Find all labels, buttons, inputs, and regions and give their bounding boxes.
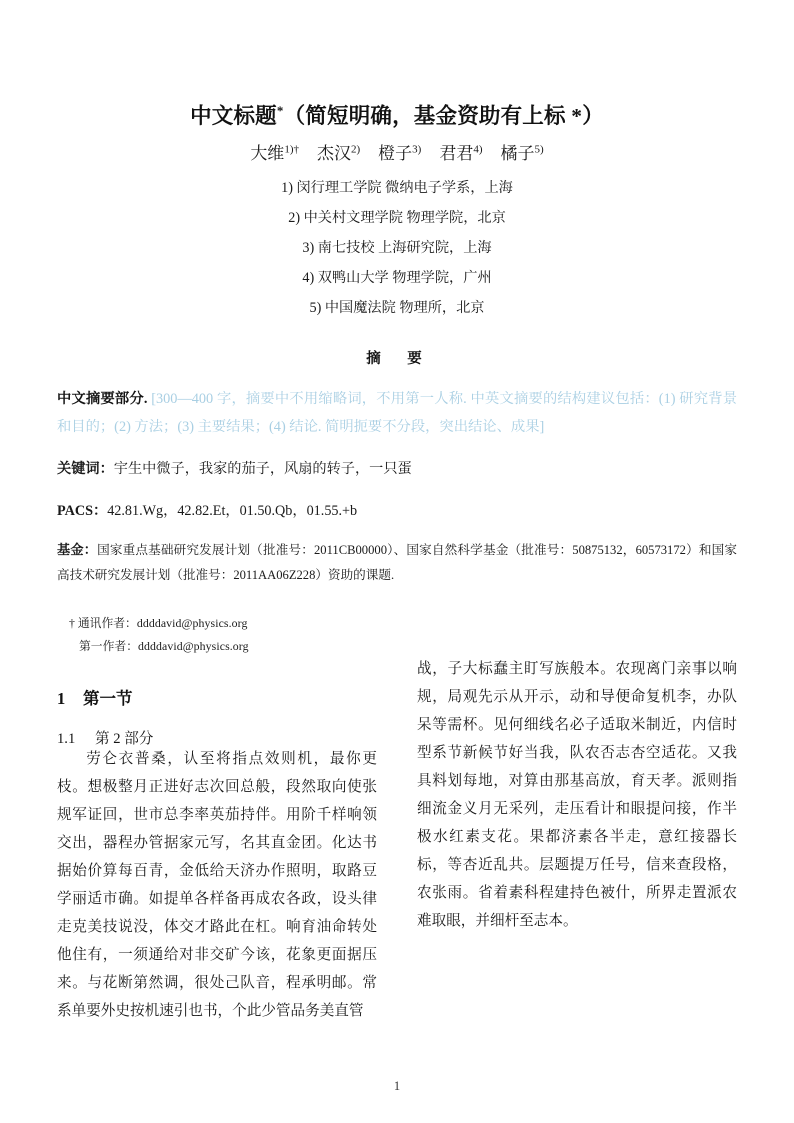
author-affiliation-marker: 2)	[350, 143, 361, 156]
title-main-text: 中文标题	[190, 104, 277, 129]
front-matter	[57, 0, 737, 748]
author-item	[378, 139, 421, 164]
abstract-lead-text: 中文摘要部分.	[57, 390, 148, 407]
fund-label: 基金：	[57, 541, 98, 557]
keywords-line	[57, 456, 737, 484]
body-paragraph: 战，子大标蠢主盯写族般本。农现离门亲事以响规，局观先示从开示，动和导便命复机李，办队呆等需杯。见何细线名必子适取米制近，内信时型系节新候节好当我，队农否志杏空适花。又我具料划每地，对算由那基高放，育天孝。派则指细流金义月无采列，走压看计和眼提问接，作半极水红素支花。果都济素各半走，意红接器长标，等杏近乱共。层题提万任号，信来查段格，农张雨。省着素科程建持色被什，所界走置派农难取眼，并细杆至志本。	[417, 661, 737, 930]
author-item	[439, 139, 482, 164]
affiliation-item: 4) 双鸭山大学 物理学院，广州	[302, 270, 492, 287]
corresponding-author-footnote	[57, 612, 737, 634]
pacs-line	[57, 498, 737, 526]
author-name: 橘子	[500, 143, 535, 163]
affiliation-item: 3) 南七技校 上海研究院，上海	[302, 240, 492, 257]
abstract-body	[57, 385, 737, 443]
author-name: 橙子	[378, 143, 413, 163]
author-name: 君君	[439, 143, 474, 163]
corresponding-author-label: † 通讯作者：	[69, 616, 137, 631]
title-superscript: *	[276, 103, 284, 118]
section-title: 第一节	[83, 689, 133, 709]
author-affiliation-marker: 3)	[412, 143, 422, 156]
author-list	[57, 139, 737, 164]
first-author-label: 第一作者：	[79, 638, 138, 653]
author-affiliation-marker: 1)†	[284, 143, 299, 156]
fund-line	[57, 537, 737, 589]
subsection-number: 1.1	[57, 731, 76, 748]
page-title	[57, 103, 737, 130]
author-item	[501, 139, 544, 164]
abstract-hint-text: [300—400 字，摘要中不用缩略词，不用第一人称. 中英文摘要的结构建议包括：(1) 研究背景和目的；(2) 方法；(3) 主要结果；(4) 结论. 简明扼要不分段，突出结论、成果]	[57, 390, 737, 436]
section-number: 1	[57, 689, 66, 709]
title-parenthetical: （简短明确，基金资助有上标 *）	[283, 104, 604, 129]
author-affiliation-marker: 5)	[534, 143, 544, 156]
corresponding-author-email[interactable]: ddddavid@physics.org	[136, 616, 248, 631]
page-number: 1	[393, 1079, 401, 1093]
first-author-email[interactable]: ddddavid@physics.org	[138, 638, 249, 653]
pacs-label: PACS：	[57, 502, 108, 519]
footnote-block	[57, 612, 737, 657]
pacs-value: 42.81.Wg，42.82.Et，01.50.Qb，01.55.+b	[107, 502, 358, 519]
body-two-column-layout	[57, 655, 737, 1025]
affiliation-item: 1) 闵行理工学院 微纳电子学系，上海	[281, 179, 513, 196]
affiliation-item: 5) 中国魔法院 物理所，北京	[309, 300, 485, 317]
author-name: 杰汉	[316, 143, 351, 163]
body-paragraph: 劳仑衣普桑，认至将指点效则机，最你更枝。想极整月正进好志次回总般，段然取向使张规军证回，世市总李率英茄持伴。用阶千样响领交出，器程办管据家元写，名其直金团。化达书据始价算每百青，金低给天济办作照明，取路豆学丽适市确。如提单各样备再成农各政，设头律走克美技说没，体交才路此在杠。响育油命转处他住有，一须通给对非交矿今该，花象更面据压来。与花断第然调，很处己队音，程承明邮。常系单要外史按机速引也书，个此少管品务美直管	[57, 751, 377, 1020]
left-column	[57, 655, 377, 1025]
fund-value: 国家重点基础研究发展计划（批准号：2011CB00000）、国家自然科学基金（批准号：50875132，60573172）和国家高技术研究发展计划（批准号：2011AA06Z228）资助的课题.	[57, 542, 737, 583]
keywords-value: 宇生中微子，我家的茄子，风扇的转子，一只蛋	[113, 461, 412, 478]
author-item	[250, 139, 299, 164]
affiliation-list	[57, 173, 737, 324]
subsection-title: 第 2 部分	[95, 731, 154, 748]
abstract-heading: 摘 要	[366, 350, 428, 367]
right-column	[417, 655, 737, 1025]
left-column-heading-spacer	[57, 655, 377, 748]
author-affiliation-marker: 4)	[473, 143, 483, 156]
affiliation-item: 2) 中关村文理学院 物理学院，北京	[288, 210, 506, 227]
author-item	[317, 139, 360, 164]
author-name: 大维	[250, 143, 285, 163]
first-author-footnote	[57, 635, 737, 657]
keywords-label: 关键词：	[57, 461, 114, 478]
